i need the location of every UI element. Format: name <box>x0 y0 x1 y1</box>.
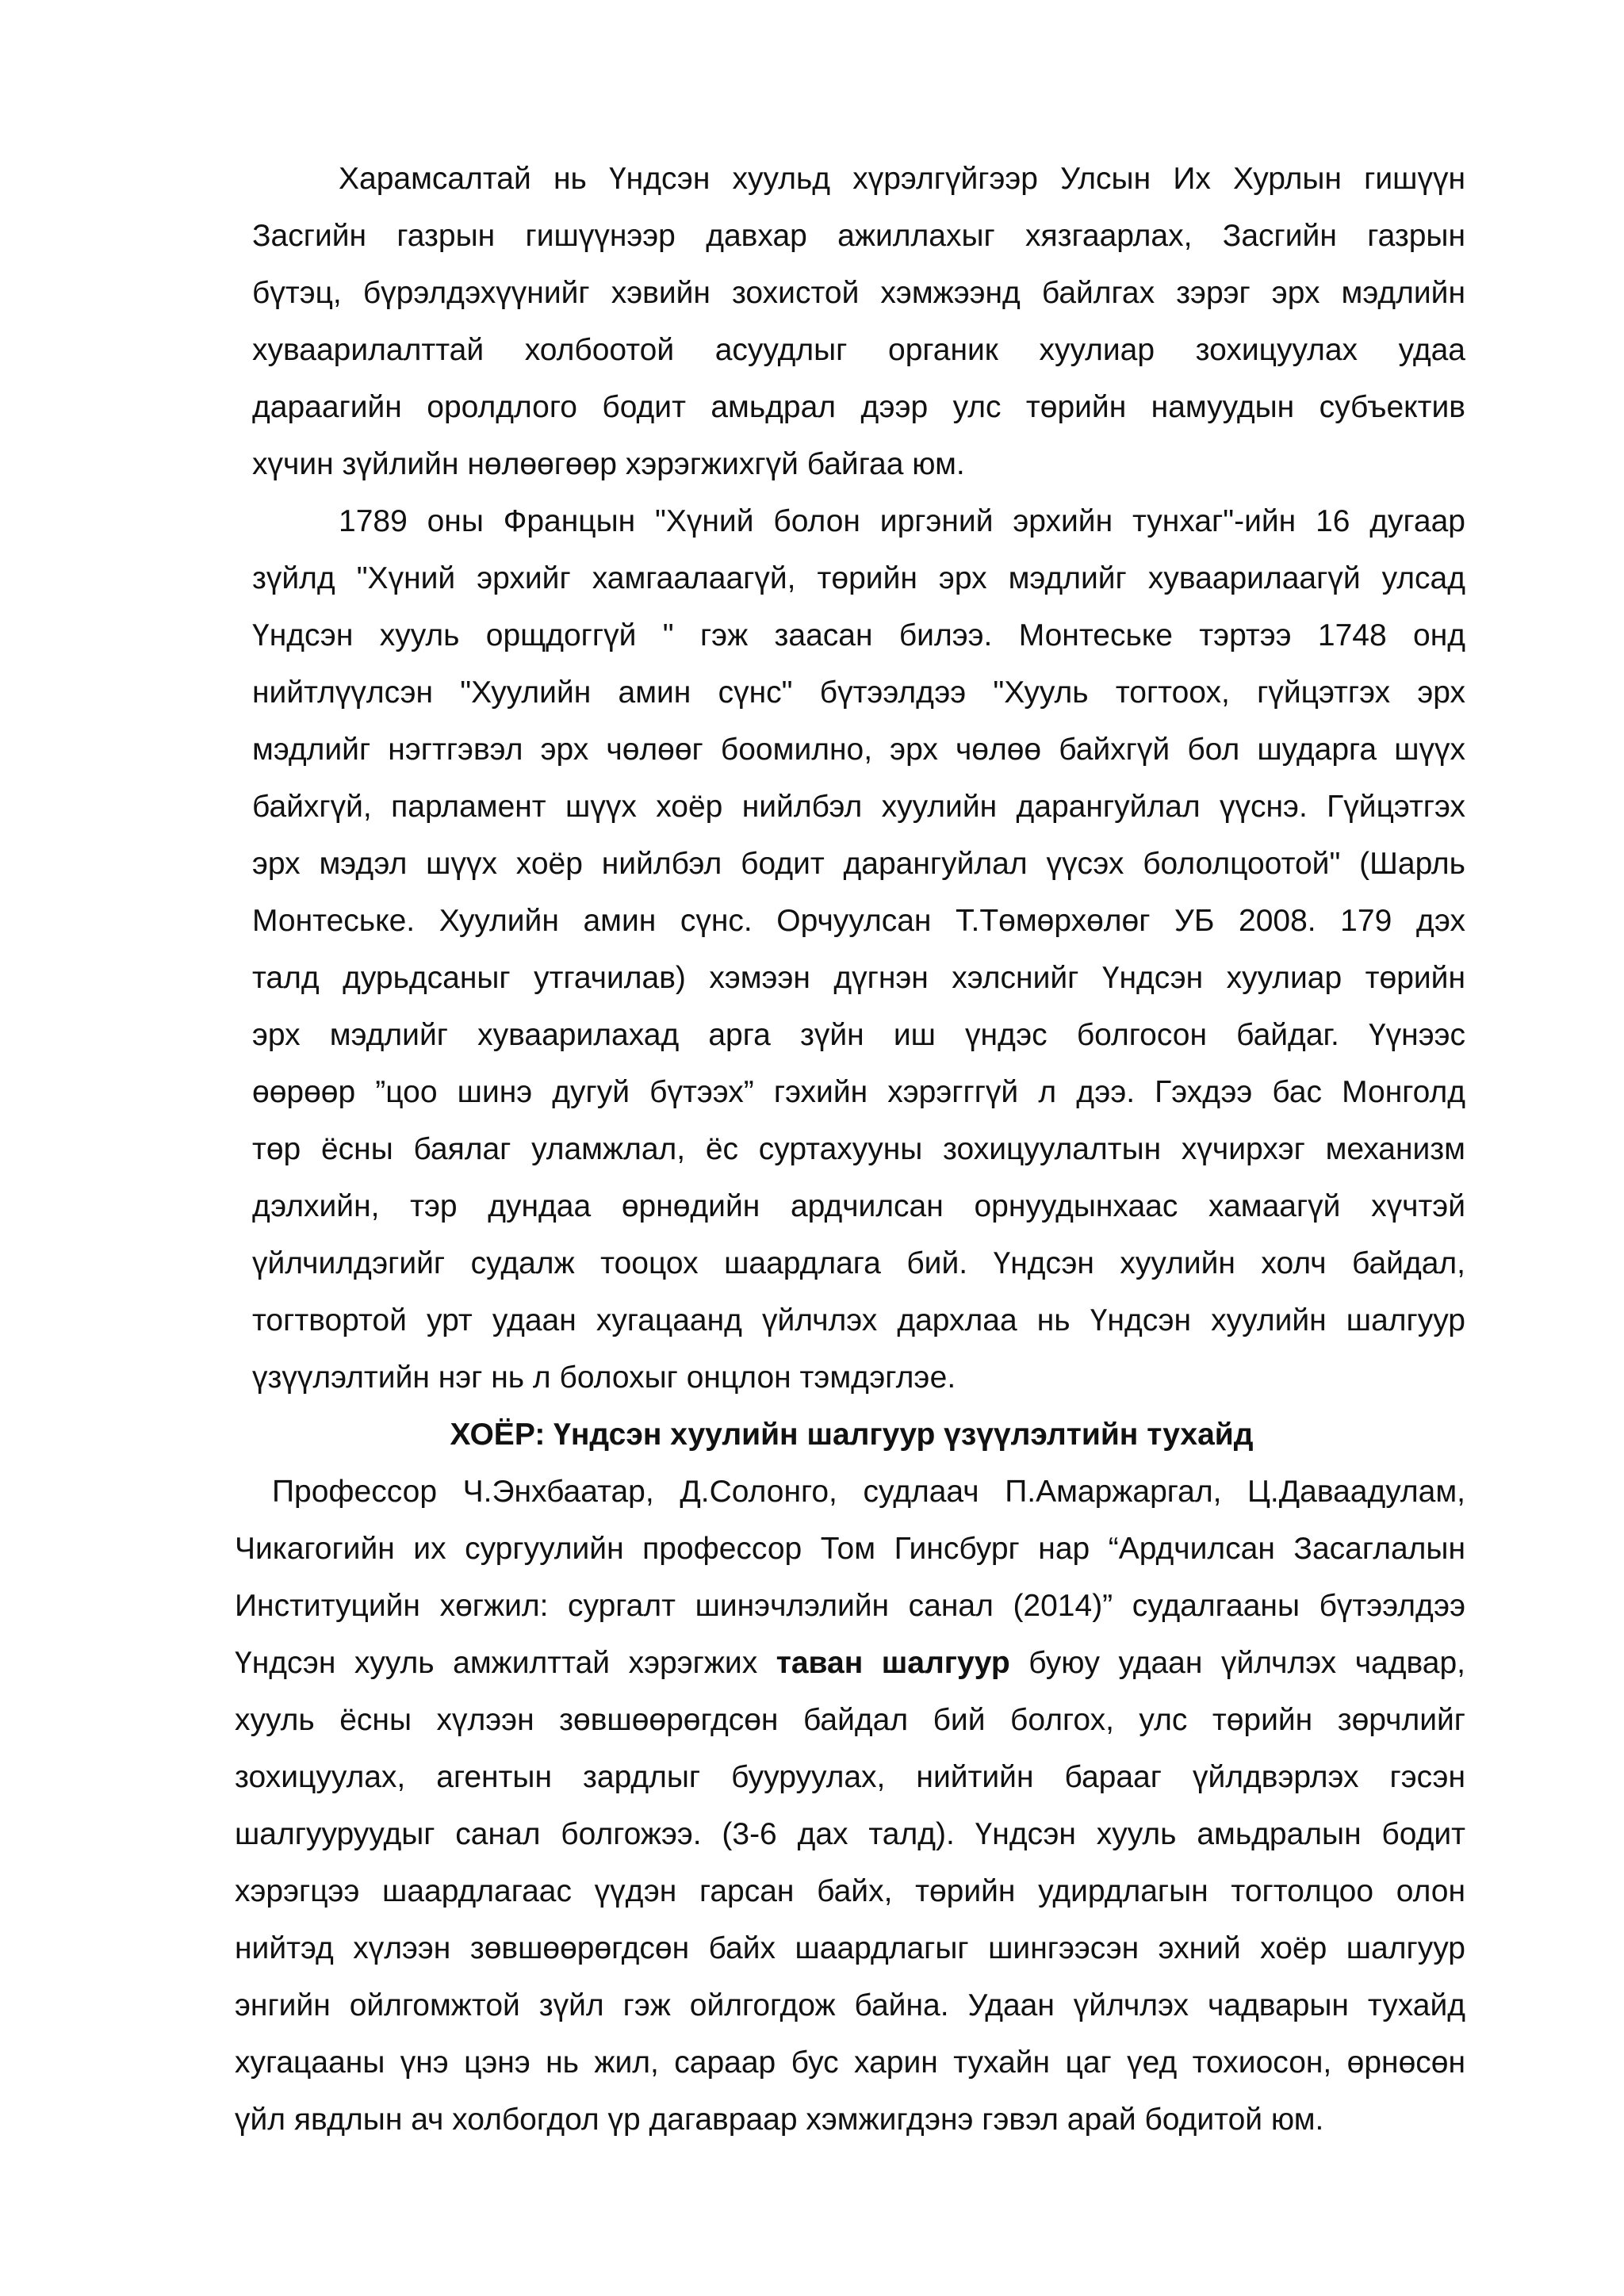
text-line: мэдлийг нэгтгэвэл эрх чөлөөг боомилно, эрх чөлөө байхгүй бол шударга шүүх <box>252 733 1465 767</box>
text-line: төр ёсны баялаг уламжлал, ёс суртахууны зохицуулалтын хүчирхэг механизм <box>252 1132 1465 1166</box>
text-line: Засгийн газрын гишүүнээр давхар ажиллахыг хязгаарлах, Засгийн газрын <box>252 219 1465 253</box>
text-line: Институцийн хөгжил: сургалт шинэчлэлийн санал (2014)” судалгааны бүтээлдээ <box>235 1589 1465 1623</box>
text-line: бүтэц, бүрэлдэхүүнийг хэвийн зохистой хэмжээнд байлгах зэрэг эрх мэдлийн <box>252 276 1465 310</box>
text-span: Үндсэн хууль амжилттай хэрэгжих <box>235 1646 776 1680</box>
text-line: эрх мэдлийг хуваарилахад арга зүйн иш үндэс болгосон байдаг. Үүнээс <box>252 1018 1465 1052</box>
text-line: зүйлд "Хүний эрхийг хамгаалаагүй, төрийн эрх мэдлийг хуваарилаагүй улсад <box>252 561 1465 595</box>
text-line: зохицуулах, агентын зардлыг бууруулах, нийтийн барааг үйлдвэрлэх гэсэн <box>235 1760 1465 1794</box>
text-line: эрх мэдэл шүүх хоёр нийлбэл бодит дарангуйлал үүсэх бололцоотой" (Шарль <box>252 847 1465 881</box>
text-line: Монтеське. Хуулийн амин сүнс. Орчуулсан Т.Төмөрхөлөг УБ 2008. 179 дэх <box>252 904 1465 938</box>
text-line: үйл явдлын ач холбогдол үр дагавраар хэмжигдэнэ гэвэл арай бодитой юм. <box>235 2103 1324 2137</box>
text-line: талд дурьдсаныг утгачилав) хэмээн дүгнэн хэлснийг Үндсэн хуулиар төрийн <box>252 961 1465 995</box>
text-line: Профессор Ч.Энхбаатар, Д.Солонго, судлаач П.Амаржаргал, Ц.Даваадулам, <box>272 1475 1465 1509</box>
text-line: үйлчилдэгийг судалж тооцох шаардлага бий. Үндсэн хуулийн холч байдал, <box>252 1246 1465 1280</box>
text-line: 1789 оны Францын "Хүний болон иргэний эрхийн тунхаг"-ийн 16 дугаар <box>339 504 1465 538</box>
text-line: хугацааны үнэ цэнэ нь жил, сараар бус харин тухайн цаг үед тохиосон, өрнөсөн <box>235 2045 1465 2080</box>
text-line-with-bold <box>235 1635 1465 1692</box>
text-line: шалгууруудыг санал болгожээ. (3-6 дах талд). Үндсэн хууль амьдралын бодит <box>235 1817 1465 1851</box>
text-line: энгийн ойлгомжтой зүйл гэж ойлгогдож байна. Удаан үйлчлэх чадварын тухайд <box>235 1988 1465 2022</box>
text-line: үзүүлэлтийн нэг нь л болохыг онцлон тэмдэглэе. <box>252 1360 956 1395</box>
text-line: нийтлүүлсэн "Хуулийн амин сүнс" бүтээлдээ "Хууль тогтоох, гүйцэтгэх эрх <box>252 675 1465 710</box>
text-line: хүчин зүйлийн нөлөөгөөр хэрэгжихгүй байгаа юм. <box>252 447 965 481</box>
text-line: дараагийн оролдлого бодит амьдрал дээр улс төрийн намуудын субъектив <box>252 390 1465 424</box>
text-line: дэлхийн, тэр дундаа өрнөдийн ардчилсан орнуудынхаас хамаагүй хүчтэй <box>252 1189 1465 1223</box>
section-heading: ХОЁР: Үндсэн хуулийн шалгуур үзүүлэлтийн тухайд <box>450 1418 1254 1452</box>
text-line: хэрэгцээ шаардлагаас үүдэн гарсан байх, төрийн удирдлагын тогтолцоо олон <box>235 1874 1465 1908</box>
text-line: Чикагогийн их сургуулийн профессор Том Гинсбург нар “Ардчилсан Засаглалын <box>235 1532 1465 1566</box>
text-line: тогтвортой урт удаан хугацаанд үйлчлэх дархлаа нь Үндсэн хуулийн шалгуур <box>252 1303 1465 1337</box>
text-line: Харамсалтай нь Үндсэн хуульд хүрэлгүйгээр Улсын Их Хурлын гишүүн <box>339 162 1465 196</box>
text-line: Үндсэн хууль орщдоггүй " гэж заасан билээ. Монтеське тэртээ 1748 онд <box>252 618 1465 652</box>
bold-term: таван шалгуур <box>776 1646 1010 1680</box>
text-line: хуваарилалттай холбоотой асуудлыг органик хуулиар зохицуулах удаа <box>252 333 1465 367</box>
text-line: нийтэд хүлээн зөвшөөрөгдсөн байх шаардлагыг шингээсэн эхний хоёр шалгуур <box>235 1931 1465 1965</box>
text-line: өөрөөр ”цоо шинэ дугуй бүтээх” гэхийн хэрэгггүй л дээ. Гэхдээ бас Монголд <box>252 1075 1465 1109</box>
text-span: буюу удаан үйлчлэх чадвар, <box>1009 1646 1465 1680</box>
text-line: байхгүй, парламент шүүх хоёр нийлбэл хуулийн дарангуйлал үүснэ. Гүйцэтгэх <box>252 790 1465 824</box>
text-line: хууль ёсны хүлээн зөвшөөрөгдсөн байдал бий болгох, улс төрийн зөрчлийг <box>235 1703 1465 1737</box>
